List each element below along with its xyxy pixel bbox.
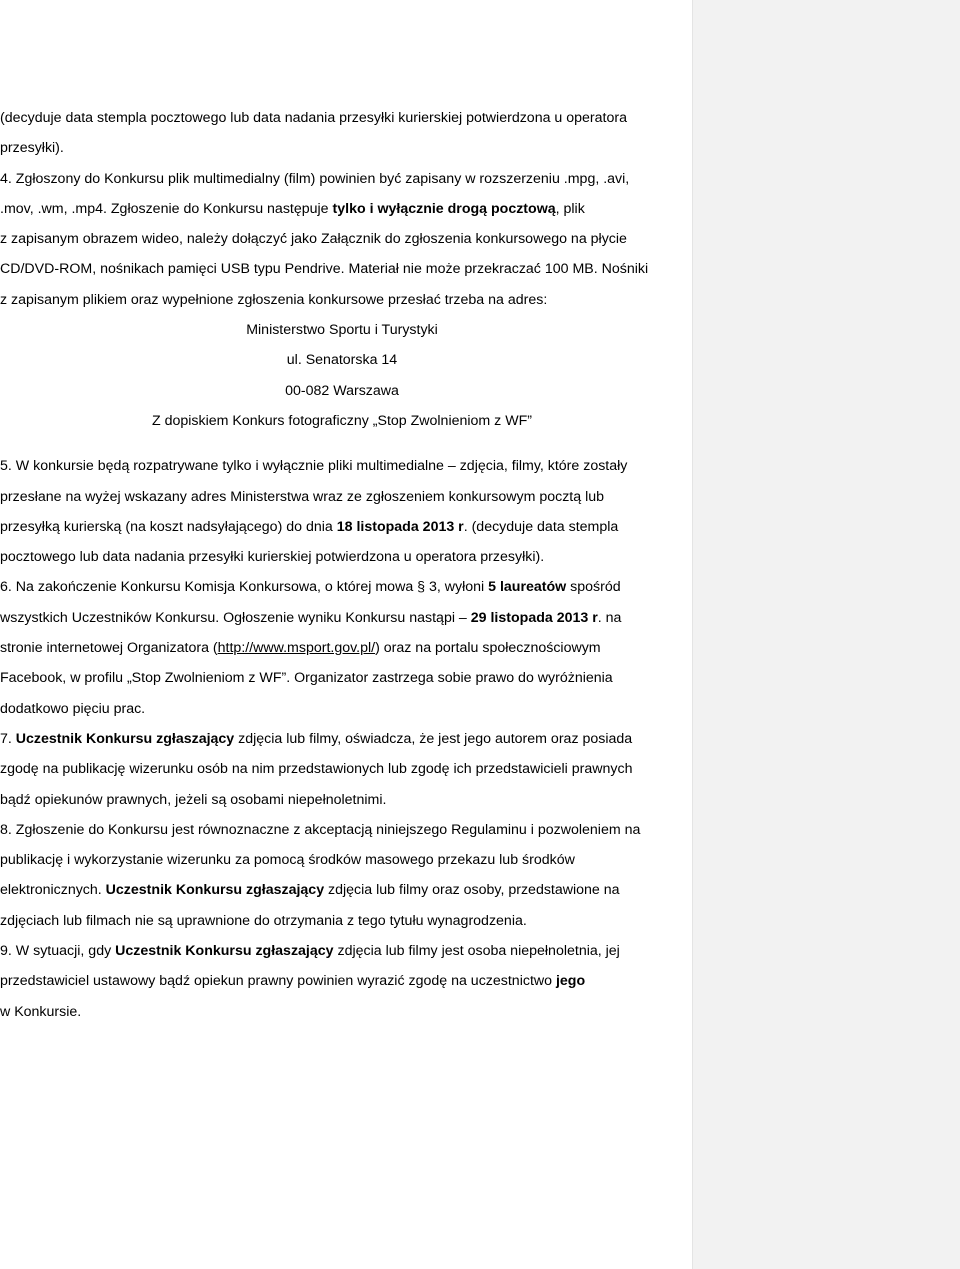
text-run: zdjęcia lub filmy jest osoba niepełnoletnia, jej — [333, 943, 620, 960]
bold-text: 5 laureatów — [488, 579, 567, 596]
text-run: z zapisanym plikiem oraz wypełnione zgłoszenia konkursowe przesłać trzeba na adres: — [0, 291, 548, 308]
bold-text: tylko i wyłącznie drogą pocztową — [332, 200, 556, 217]
p4-line-2 — [0, 194, 684, 224]
bold-text: Uczestnik Konkursu zgłaszający — [115, 943, 334, 960]
text-run: 6. Na zakończenie Konkursu Komisja Konkursowa, o której mowa § 3, wyłoni — [0, 579, 489, 596]
p4-line-4 — [0, 254, 684, 284]
address-block — [0, 315, 684, 436]
text-run: . (decyduje data stempla — [463, 518, 619, 535]
p4-line-5 — [0, 285, 684, 315]
text-run: Facebook, w profilu „Stop Zwolnieniom z WF”. Organizator zastrzega sobie prawo do wyróżnienia — [0, 670, 613, 687]
text-run: 8. Zgłoszenie do Konkursu jest równoznaczne z akceptacją niniejszego Regulaminu i pozwoleniem na — [0, 821, 641, 838]
paragraph-gap — [0, 436, 684, 451]
address-line-note: Z dopiskiem Konkurs fotograficzny „Stop Zwolnieniom z WF” — [151, 412, 533, 429]
address-line-city: 00-082 Warszawa — [285, 382, 399, 399]
p8-line-3 — [0, 875, 684, 905]
text-run: bądź opiekunów prawnych, jeżeli są osobami niepełnoletnimi. — [0, 791, 387, 808]
p5-line-1 — [0, 451, 684, 481]
p9-line-3 — [0, 997, 684, 1027]
text-run: wszystkich Uczestników Konkursu. Ogłoszenie wyniku Konkursu nastąpi – — [0, 609, 471, 626]
p6-line-3 — [0, 633, 684, 663]
comment-margin-pane — [692, 0, 960, 1269]
text-run: 5. W konkursie będą rozpatrywane tylko i wyłącznie pliki multimedialne – zdjęcia, filmy, które zostały — [0, 458, 628, 475]
bold-text: Uczestnik Konkursu zgłaszający — [105, 882, 325, 899]
text-run: 7. — [0, 730, 16, 747]
p6-line-2 — [0, 603, 684, 633]
text-run: przesyłki). — [0, 140, 64, 157]
text-run: przesyłką kurierską (na koszt nadsyłającego) do dnia — [0, 518, 337, 535]
text-run: zdjęcia lub filmy, oświadcza, że jest jego autorem oraz posiada — [234, 730, 633, 747]
p5-line-3 — [0, 512, 684, 542]
text-run: .mov, .wm, .mp4. Zgłoszenie do Konkursu następuje — [0, 200, 333, 217]
text-run: 4. Zgłoszony do Konkursu plik multimedialny (film) powinien być́ zapisany w rozszerzeniu .mpg, .avi, — [0, 170, 630, 187]
text-run: zgodę na publikację wizerunku osób na nim przedstawionych lub zgodę ich przedstawicieli prawnych — [0, 761, 633, 778]
text-run: pocztowego lub data nadania przesyłki kurierskiej potwierdzona u operatora przesyłki). — [0, 549, 545, 566]
p7-line-3 — [0, 785, 684, 815]
bold-text: jego — [555, 973, 586, 990]
p6-line-5 — [0, 694, 684, 724]
text-run: dodatkowo pięciu prac. — [0, 700, 146, 717]
text-run: w Konkursie. — [0, 1003, 82, 1020]
text-run: publikację i wykorzystanie wizerunku za pomocą środków masowego przekazu lub środków — [0, 852, 575, 869]
text-run: przesłane na wyżej wskazany adres Ministerstwa wraz ze zgłoszeniem konkursowym pocztą lub — [0, 488, 605, 505]
p8-line-1 — [0, 815, 684, 845]
text-run: (decyduje data stempla pocztowego lub data nadania przesyłki kurierskiej potwierdzona u operatora — [0, 110, 627, 126]
text-run: przedstawiciel ustawowy bądź opiekun prawny powinien wyrazić zgodę na uczestnictwo — [0, 973, 556, 990]
p4-line-1 — [0, 164, 684, 194]
text-run: stronie internetowej Organizatora ( — [0, 640, 218, 657]
p8-line-4 — [0, 906, 684, 936]
text-run: spośród — [566, 579, 621, 596]
text-run: zdjęcia lub filmy oraz osoby, przedstawione na — [324, 882, 620, 899]
p9-line-2 — [0, 966, 684, 996]
results-date: 29 listopada 2013 r — [470, 609, 598, 626]
document-body — [0, 103, 684, 1027]
deadline-date: 18 listopada 2013 r — [336, 518, 464, 535]
text-run: , plik — [555, 200, 585, 217]
text-run: elektronicznych. — [0, 882, 106, 899]
p9-line-1 — [0, 936, 684, 966]
p4-line-3 — [0, 224, 684, 254]
text-run: z zapisanym obrazem wideo, należy dołączyć́ jako Załącznik do zgłoszenia konkursowego na płycie — [0, 231, 627, 248]
text-run: ) oraz na portalu społecznościowym — [375, 640, 601, 657]
p5-line-2 — [0, 482, 684, 512]
p6-line-4 — [0, 663, 684, 693]
address-line-street: ul. Senatorska 14 — [286, 352, 398, 369]
intro-line-1 — [0, 103, 684, 133]
text-run: 9. W sytuacji, gdy — [0, 943, 116, 960]
text-run: CD/DVD-ROM, nośnikach pamięci USB typu Pendrive. Materiał nie może przekraczać́ 100 MB. Nośniki — [0, 261, 649, 278]
text-run: . na — [597, 609, 622, 626]
p6-line-1 — [0, 572, 684, 602]
address-line-ministry: Ministerstwo Sportu i Turystyki — [246, 322, 438, 339]
bold-text: Uczestnik Konkursu zgłaszający — [15, 730, 235, 747]
text-run: zdjęciach lub filmach nie są uprawnione do otrzymania z tego tytułu wynagrodzenia. — [0, 912, 527, 929]
p7-line-1 — [0, 724, 684, 754]
p8-line-2 — [0, 845, 684, 875]
organizer-website-link[interactable]: http://www.msport.gov.pl/ — [217, 640, 376, 657]
p5-line-4 — [0, 542, 684, 572]
p7-line-2 — [0, 754, 684, 784]
intro-line-2 — [0, 133, 684, 163]
